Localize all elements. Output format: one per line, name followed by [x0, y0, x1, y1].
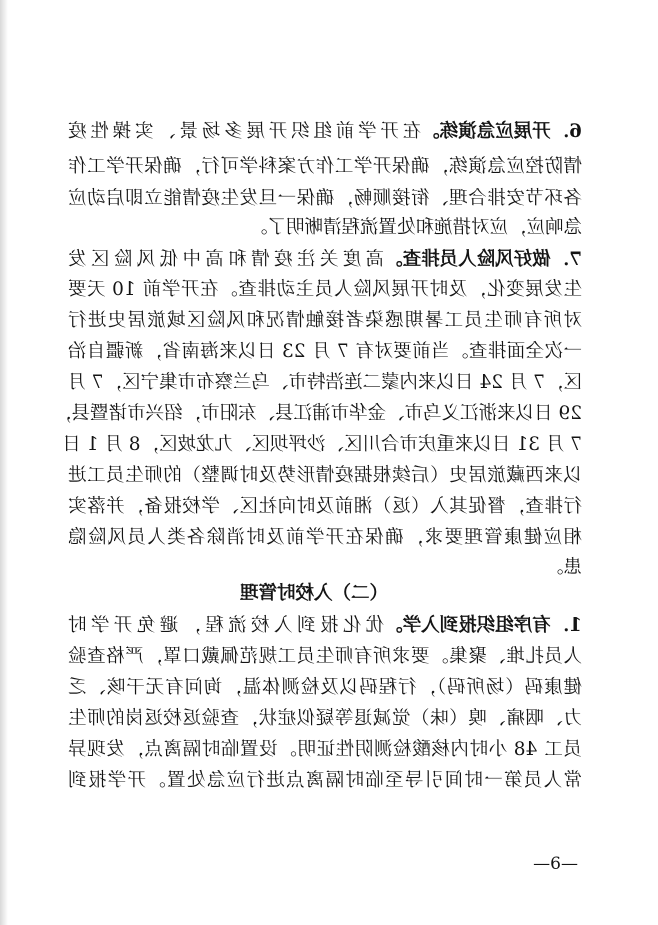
text-line [68, 117, 582, 147]
paragraph-heading: 7．做好风险人员排查。 [384, 249, 582, 270]
page-number [0, 852, 658, 876]
line-text: 各环节安排合理、衔接顺畅，确保一旦发生疫情能立即启动应 [68, 188, 582, 209]
line-text: 力、咽痛、嗅（味）觉减退等疑似症状，查验返校返岗的师生 [68, 708, 582, 729]
text-line [68, 213, 582, 243]
page-edge-shadow [0, 0, 8, 925]
text-line [68, 368, 582, 398]
line-text: 员工 48 小时内核酸检测阴性证明。设置临时隔离点，发现异 [68, 739, 582, 760]
line-text: 常人员第一时间引导至临时隔离点进行应急处置。开学报到 [68, 770, 582, 791]
line-text: 高度关注疫情和高中低风险区发 [68, 249, 385, 270]
text-line [68, 461, 582, 491]
text-line [68, 642, 582, 672]
line-text: 急响应，应对措施和处置流程清晰明了。 [248, 217, 582, 238]
line-text: 生发展变化，及时开展风险人员主动排查。在开学前 10 天要 [68, 279, 582, 300]
line-text: 优化报到入校流程，避免开学时 [68, 615, 385, 636]
line-text: 7 月 31 日以来重庆市合川区、沙坪坝区、九龙坡区，8 月 1 日 [62, 434, 582, 455]
text-line [68, 152, 582, 182]
text-line [68, 704, 582, 734]
text-line [68, 492, 582, 522]
page-number-text: —6— [533, 854, 578, 874]
text-line [53, 399, 582, 429]
line-text: 在开学前组织开展多场景、实操性疫 [68, 121, 422, 142]
line-text: 人员扎堆、聚集。要求所有师生员工规范佩戴口罩，严格查验 [68, 646, 582, 667]
line-text: 相应健康管理要求，确保在开学前及时消除各类人员风险隐 [68, 527, 582, 548]
text-line [68, 735, 582, 765]
text-line [68, 337, 582, 367]
line-text: 情防控应急演练，确保开学工作方案科学可行，确保开学工作 [68, 156, 582, 177]
text-line [68, 766, 582, 796]
line-text: 行排查，督促其入（返）湘前及时向社区、学校报备，并落实 [68, 496, 582, 517]
text-line [68, 275, 582, 305]
text-line [68, 673, 582, 703]
line-text: 一次全面排查。当前要对有 7 月 23 日以来海南省，新疆自治 [68, 341, 582, 362]
line-text: 对所有师生员工暑期感染者接触情况和风险区域旅居史进行 [68, 310, 582, 331]
text-line [68, 611, 582, 641]
line-text: 区，7 月 24 日以来内蒙二连浩特市、乌兰察布市集宁区，7 月 [67, 372, 582, 393]
line-text: 以来西藏旅居史（后续根据疫情形势及时调整）的师生员工进 [68, 465, 582, 486]
text-line [68, 306, 582, 336]
line-text: 健康码（场所码），行程码以及检测体温，询问有无干咳、乏 [68, 677, 582, 698]
text-line [68, 245, 582, 275]
paragraph-heading: 1．有序组织报到入学。 [384, 615, 582, 636]
text-line [68, 523, 582, 553]
line-text: 患。 [544, 557, 582, 578]
section-heading: （二）入校时管理 [240, 583, 389, 604]
text-line [68, 184, 582, 214]
paragraph-heading: 6．开展应急演练。 [421, 121, 582, 142]
text-line [62, 430, 582, 460]
line-text: 29 日以来浙江义乌市、金华市浦江县、东阳市，绍兴市诸暨县， [53, 403, 582, 424]
